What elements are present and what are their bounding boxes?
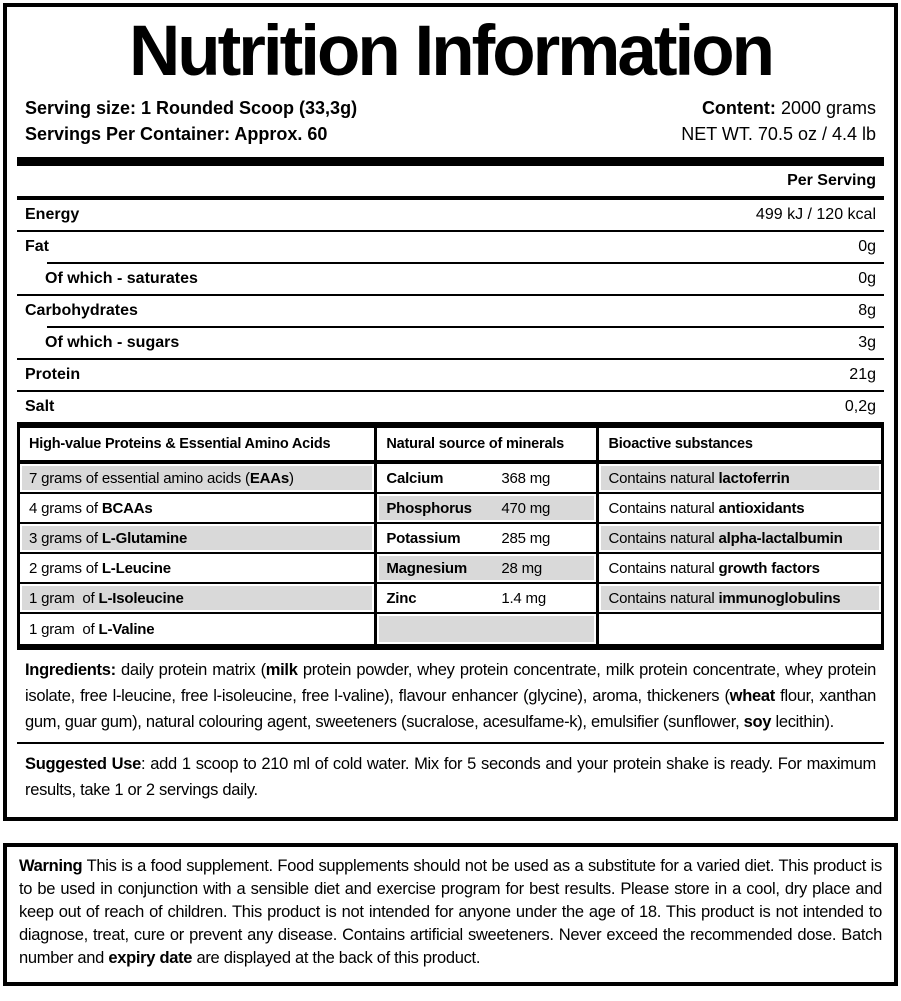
nutrition-row <box>17 200 884 230</box>
mineral-name: Phosphorus <box>386 499 472 517</box>
ingredients-divider <box>17 742 884 744</box>
nutrient-value: 499 kJ / 120 kcal <box>755 206 876 223</box>
nutrient-value: 0,2g <box>844 398 876 415</box>
mineral-cell <box>377 524 599 554</box>
nutrient-label: Protein <box>25 366 81 383</box>
mineral-name: Magnesium <box>386 559 468 577</box>
nutrient-label: Energy <box>25 206 80 223</box>
supplement-matrix-table <box>17 422 884 650</box>
mineral-name: Potassium <box>386 529 461 547</box>
serving-info <box>25 95 357 147</box>
content-label: Content: <box>701 98 776 118</box>
serving-info-row <box>17 95 884 147</box>
nutrient-value: 0g <box>858 270 876 287</box>
mineral-cell <box>377 554 599 584</box>
amino-acid-cell: 1 gram of L-Valine <box>20 614 377 644</box>
mineral-amount: 368 mg <box>501 469 551 487</box>
nutrition-row <box>17 328 884 358</box>
main-label-panel <box>3 3 898 821</box>
bioactive-cell <box>599 614 881 644</box>
nutrient-value: 8g <box>858 302 876 319</box>
mineral-name: Zinc <box>386 589 417 607</box>
nutrition-row <box>17 296 884 326</box>
mineral-amount: 28 mg <box>501 559 543 577</box>
warning-panel <box>3 843 898 986</box>
matrix-col-header-bioactive: Bioactive substances <box>599 428 881 464</box>
header-divider-bar <box>17 157 884 166</box>
nutrition-facts-table <box>17 200 884 422</box>
bioactive-cell: Contains natural antioxidants <box>599 494 881 524</box>
suggested-use-text: Suggested Use: add 1 scoop to 210 ml of cold water. Mix for 5 seconds and your protein shake is ready. For maximum results, take 1 or 2 servings daily. <box>25 755 876 799</box>
nutrient-value: 0g <box>858 238 876 255</box>
amino-acid-cell: 7 grams of essential amino acids ( EAAs ) <box>20 464 377 494</box>
mineral-amount: 285 mg <box>501 529 551 547</box>
bioactive-cell: Contains natural lactoferrin <box>599 464 881 494</box>
mineral-amount: 1.4 mg <box>501 589 546 607</box>
amino-acid-cell: 3 grams of L-Glutamine <box>20 524 377 554</box>
matrix-col-header-amino-acids: High-value Proteins & Essential Amino Acids <box>20 428 377 464</box>
serving-size: Serving size: 1 Rounded Scoop (33,3g) <box>25 98 358 118</box>
net-weight: NET WT. 70.5 oz / 4.4 lb <box>681 124 876 144</box>
mineral-cell <box>377 614 599 644</box>
content-amount <box>681 95 876 121</box>
content-info <box>681 95 876 147</box>
nutrition-row <box>17 392 884 422</box>
nutrient-label: Fat <box>25 238 49 255</box>
per-serving-column-header: Per Serving <box>787 172 876 189</box>
mineral-cell <box>377 584 599 614</box>
nutrition-row <box>17 360 884 390</box>
mineral-cell <box>377 464 599 494</box>
servings-per-container: Servings Per Container: Approx. 60 <box>25 124 328 144</box>
mineral-name: Calcium <box>386 469 444 487</box>
bioactive-cell: Contains natural alpha-lactalbumin <box>599 524 881 554</box>
amino-acid-cell: 1 gram of L-Isoleucine <box>20 584 377 614</box>
nutrient-label: Carbohydrates <box>25 302 138 319</box>
nutrient-label: Of which - saturates <box>45 270 198 287</box>
nutrient-value: 21g <box>849 366 876 383</box>
warning-text: Warning This is a food supplement. Food supplements should not be used as a substitute for a varied diet. This product is to be used in conjunction with a sensible diet and exercise program for best results. Please store in a cool, dry place and keep out of reach of children. This product is not intended for anyone under the age of 18. This product is not intended to diagnose, treat, cure or prevent any disease. Contains artificial sweeteners. Never exceed the recommended dose. Batch number and expiry date are displayed at the back of this product. <box>19 857 882 967</box>
matrix-col-header-minerals: Natural source of minerals <box>377 428 599 464</box>
nutrient-label: Salt <box>25 398 55 415</box>
amino-acid-cell: 4 grams of BCAAs <box>20 494 377 524</box>
bioactive-cell: Contains natural growth factors <box>599 554 881 584</box>
nutrition-row <box>17 232 884 262</box>
nutrition-row <box>17 264 884 294</box>
mineral-cell <box>377 494 599 524</box>
bioactive-cell: Contains natural immunoglobulins <box>599 584 881 614</box>
nutrient-label: Of which - sugars <box>45 334 180 351</box>
ingredients-text: Ingredients: daily protein matrix (milk protein powder, whey protein concentrate, milk protein concentrate, whey protein isolate, free l-leucine, free l-isoleucine, free l-valine), flavour enhancer (glycine), aroma, thickeners (wheat flour, xanthan gum, guar gum), natural colouring agent, sweeteners (sucralose, acesulfame-k), emulsifier (sunflower, soy lecithin). <box>25 661 876 731</box>
amino-acid-cell: 2 grams of L-Leucine <box>20 554 377 584</box>
page-title: Nutrition Information <box>129 12 772 91</box>
content-value: 2000 grams <box>780 98 876 118</box>
mineral-amount: 470 mg <box>501 499 551 517</box>
nutrition-label-page <box>0 3 901 986</box>
nutrient-value: 3g <box>858 334 876 351</box>
